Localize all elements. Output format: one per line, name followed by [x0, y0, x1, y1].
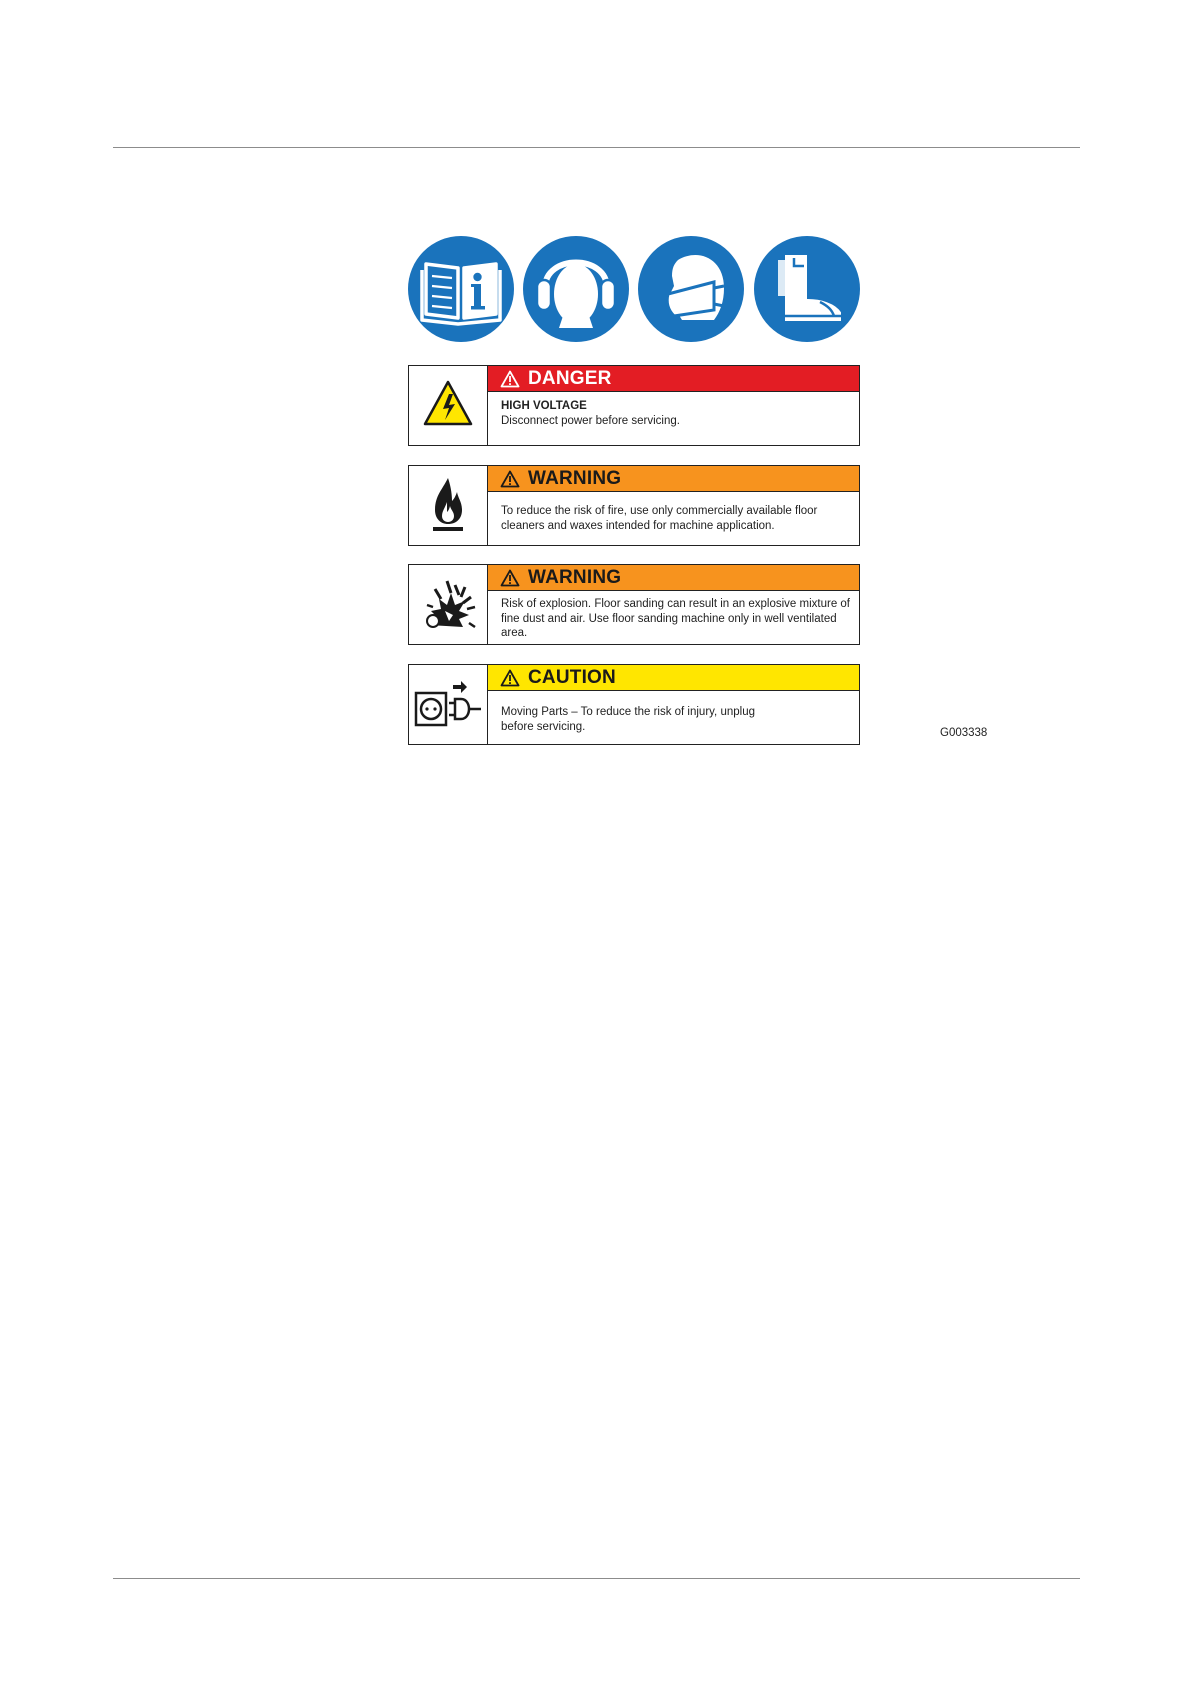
label-icon-box	[409, 466, 488, 545]
signal-word: DANGER	[528, 368, 612, 389]
label-icon-box	[409, 665, 488, 744]
signal-word: CAUTION	[528, 667, 616, 688]
header-rule	[113, 147, 1080, 148]
label-body	[501, 705, 759, 734]
label-icon-box	[409, 366, 488, 445]
label-header	[488, 466, 859, 492]
warning-fire-label	[408, 465, 860, 546]
label-text: Disconnect power before servicing.	[501, 414, 680, 427]
label-header	[488, 665, 859, 691]
alert-triangle-icon	[500, 569, 520, 587]
mandatory-signs-row	[408, 236, 860, 342]
label-header	[488, 366, 859, 392]
label-text: Moving Parts – To reduce the risk of injury, unplug before servicing.	[501, 706, 755, 733]
explosion-icon	[409, 565, 487, 643]
label-body	[501, 504, 851, 533]
figure-code: G003338	[940, 727, 988, 739]
high-voltage-icon	[409, 366, 487, 444]
danger-label	[408, 365, 860, 446]
signal-word: WARNING	[528, 468, 622, 489]
alert-triangle-icon	[500, 370, 520, 388]
footer-rule	[113, 1578, 1080, 1579]
caution-label	[408, 664, 860, 745]
unplug-icon	[409, 665, 487, 743]
alert-triangle-icon	[500, 470, 520, 488]
signal-word: WARNING	[528, 567, 622, 588]
hearing-protection-icon	[523, 236, 629, 342]
safety-boots-icon	[754, 236, 860, 342]
label-text: Risk of explosion. Floor sanding can result in an explosive mixture of fine dust and air. Use floor sanding machine only in well ventilated area.	[501, 598, 851, 639]
label-header	[488, 565, 859, 591]
dust-mask-icon	[638, 236, 744, 342]
label-title: HIGH VOLTAGE	[501, 400, 587, 412]
label-body	[501, 399, 851, 428]
flammable-icon	[409, 466, 487, 544]
warning-explosion-label	[408, 564, 860, 645]
read-manual-icon	[408, 236, 514, 342]
label-body	[501, 597, 851, 641]
alert-triangle-icon	[500, 669, 520, 687]
label-icon-box	[409, 565, 488, 644]
label-text: To reduce the risk of fire, use only commercially available floor cleaners and waxes intended for machine application.	[501, 505, 818, 532]
